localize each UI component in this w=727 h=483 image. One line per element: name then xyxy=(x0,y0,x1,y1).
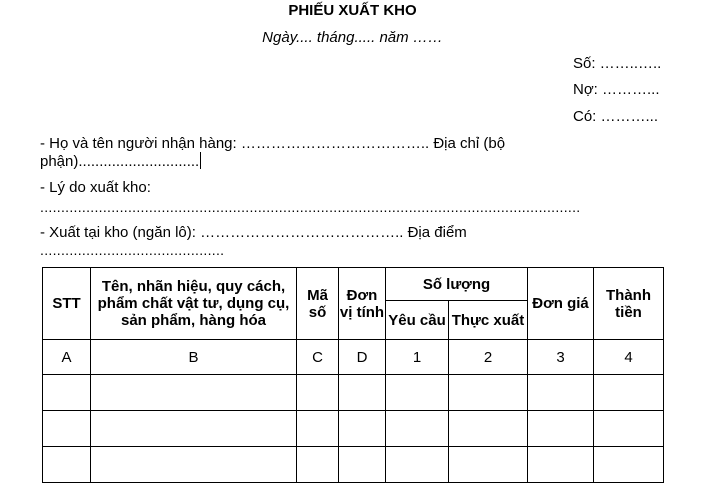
debit-account: Nợ: ………... xyxy=(573,81,660,98)
table-cell[interactable] xyxy=(528,375,594,411)
code-cell: 1 xyxy=(386,340,449,375)
header-unit-price: Đơn giá xyxy=(528,268,594,340)
header-requested: Yêu cầu xyxy=(386,301,449,340)
table-cell[interactable] xyxy=(43,411,91,447)
table-cell[interactable] xyxy=(449,447,528,483)
table-cell[interactable] xyxy=(297,411,339,447)
table-cell[interactable] xyxy=(339,375,386,411)
table-cell[interactable] xyxy=(386,375,449,411)
table-cell[interactable] xyxy=(91,375,297,411)
warehouse-line: - Xuất tại kho (ngăn lô): ………………………………….. Địa điểm xyxy=(40,224,467,241)
table-cell[interactable] xyxy=(449,375,528,411)
table-cell[interactable] xyxy=(594,411,664,447)
table-row xyxy=(43,375,664,411)
code-cell: C xyxy=(297,340,339,375)
code-cell: B xyxy=(91,340,297,375)
table-cell[interactable] xyxy=(297,375,339,411)
location-dots: ............................................ xyxy=(40,242,225,258)
table-cell[interactable] xyxy=(339,411,386,447)
table-cell[interactable] xyxy=(386,411,449,447)
receiver-name-line: - Họ và tên người nhận hàng: ……………………………….. Địa chỉ (bộ xyxy=(40,135,506,152)
voucher-number: Số: ……..….. xyxy=(573,55,662,72)
table-cell[interactable] xyxy=(43,447,91,483)
form-title: PHIẾU XUẤT KHO xyxy=(288,2,417,19)
header-amount: Thành tiền xyxy=(594,268,664,340)
table-row xyxy=(43,411,664,447)
header-item-name: Tên, nhãn hiệu, quy cách, phẩm chất vật tư, dụng cụ, sản phẩm, hàng hóa xyxy=(91,268,297,340)
receiver-department-line[interactable] xyxy=(40,152,201,170)
text-cursor xyxy=(200,152,201,169)
code-cell: 3 xyxy=(528,340,594,375)
header-stt: STT xyxy=(43,268,91,340)
table-cell[interactable] xyxy=(386,447,449,483)
code-cell: 2 xyxy=(449,340,528,375)
code-cell: 4 xyxy=(594,340,664,375)
table-cell[interactable] xyxy=(594,375,664,411)
reason-dots: ................................................................................................................................. xyxy=(40,199,581,215)
table-cell[interactable] xyxy=(339,447,386,483)
table-cell[interactable] xyxy=(297,447,339,483)
header-code: Mã số xyxy=(297,268,339,340)
code-cell: A xyxy=(43,340,91,375)
table-cell[interactable] xyxy=(449,411,528,447)
code-cell: D xyxy=(339,340,386,375)
table-cell[interactable] xyxy=(91,447,297,483)
header-quantity: Số lượng xyxy=(386,268,528,301)
date-line: Ngày.... tháng..... năm …… xyxy=(262,29,443,46)
table-cell[interactable] xyxy=(528,411,594,447)
header-unit: Đơn vị tính xyxy=(339,268,386,340)
receiver-department-text: phận)............................. xyxy=(40,153,200,170)
table-cell[interactable] xyxy=(594,447,664,483)
table-cell[interactable] xyxy=(91,411,297,447)
reason-label: - Lý do xuất kho: xyxy=(40,179,151,196)
header-actual: Thực xuất xyxy=(449,301,528,340)
table-row xyxy=(43,447,664,483)
credit-account: Có: ………... xyxy=(573,108,659,125)
column-code-row xyxy=(43,340,664,375)
table-cell[interactable] xyxy=(43,375,91,411)
table-cell[interactable] xyxy=(528,447,594,483)
